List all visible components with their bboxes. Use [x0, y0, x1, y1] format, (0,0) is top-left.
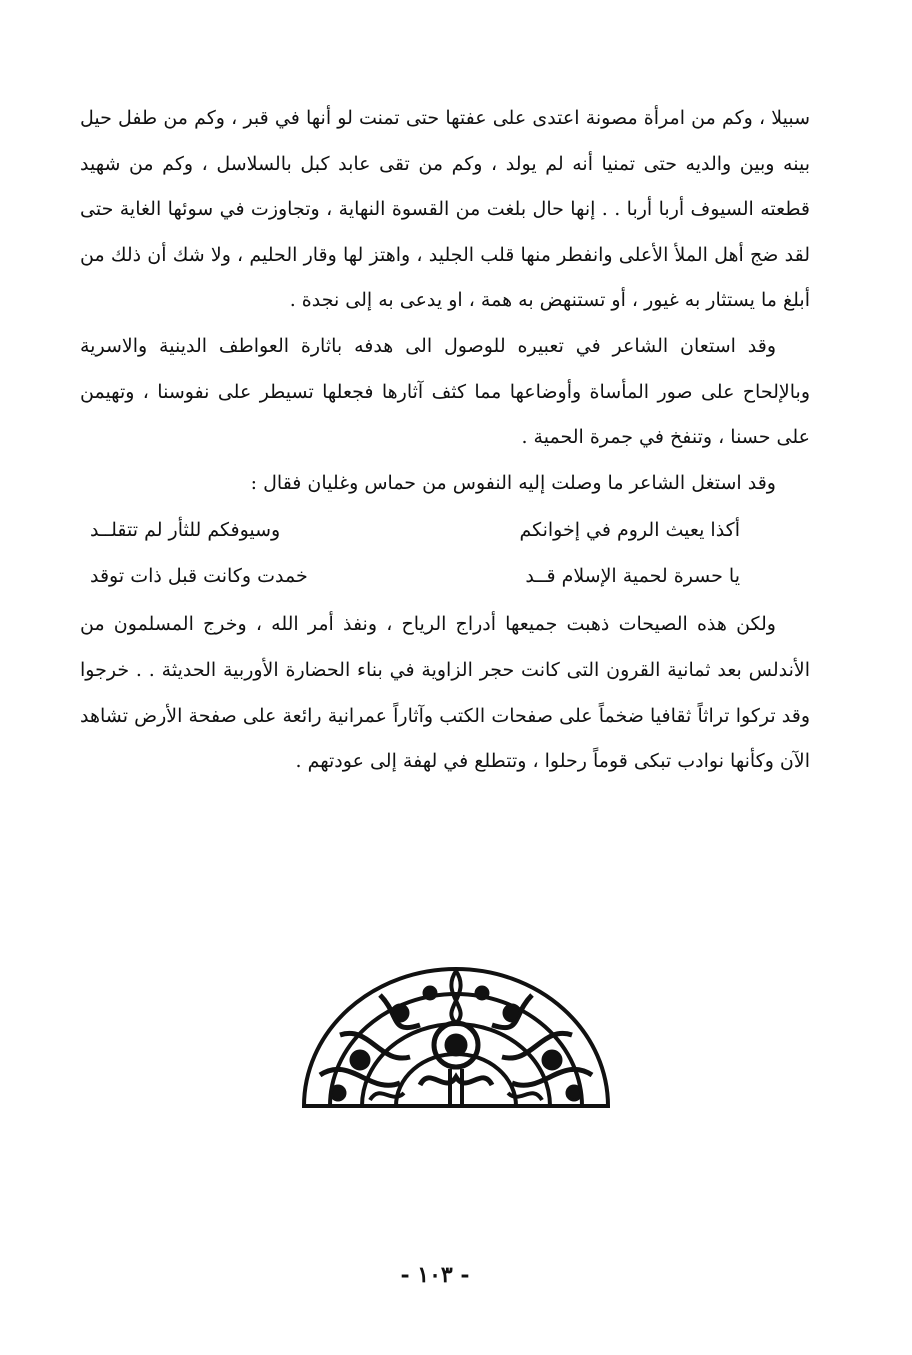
- poem-hemistich-first: أكذا يعيث الروم في إخوانكم: [519, 519, 740, 542]
- poem: [80, 506, 810, 602]
- paragraph-3: وقد استغل الشاعر ما وصلت إليه النفوس من حماس وغليان فقال :: [250, 471, 776, 494]
- poem-hemistich-first: يا حسرة لحمية الإسلام قــد: [525, 565, 740, 588]
- paragraph-1: سبيلا ، وكم من امرأة مصونة اعتدى على عفتها حتى تمنت لو أنها في قبر ، وكم من طفل حيل بينه وبين والديه حتى تمنيا أنه لم يولد ، وكم من تقى عابد كبل بالسلاسل ، وكم من شهيد قطعته السيوف أربا أربا . . إنها حال بلغت من القسوة النهاية ، وتجاوزت في سوئها الغاية حتى لقد ضج أهل الملأ الأعلى وانفطر منها قلب الجليد ، واهتز لها وقار الحليم ، ولا شك أن ذلك من أبلغ ما يستثار به غيور ، أو تستنهض به همة ، او يدعى به إلى نجدة .: [80, 107, 810, 312]
- page-number: - ١٠٣ -: [400, 1262, 470, 1288]
- paragraph-2: وقد استعان الشاعر في تعبيره للوصول الى هدفه باثارة العواطف الدينية والاسرية وبالإلحاح على صور المأساة وأوضاعها مما كثف آثارها فجعلها تسيطر على نفوسنا ، وتهيمن على حسنا ، وتنفخ في جمرة الحمية .: [80, 334, 810, 449]
- poem-hemistich-second: وسيوفكم للثأر لم تتقلــد: [90, 519, 281, 542]
- poem-hemistich-second: خمدت وكانت قبل ذات توقد: [90, 565, 308, 588]
- body-text: [80, 96, 810, 785]
- poem-verse: [80, 506, 810, 554]
- poem-verse: [80, 552, 810, 600]
- arabesque-ornament-icon: [300, 965, 612, 1108]
- paragraph-4: ولكن هذه الصيحات ذهبت جميعها أدراج الرياح ، ونفذ أمر الله ، وخرج المسلمون من الأندلس بعد ثمانية القرون التى كانت حجر الزاوية في بناء الحضارة الأوربية الحديثة . . خرجوا وقد تركوا تراثاً ثقافيا ضخماً على صفحات الكتب وآثاراً عمرانية رائعة على صفحة الأرض تشاهد الآن وكأنها نوادب تبكى قوماً رحلوا ، وتتطلع في لهفة إلى عودتهم .: [80, 613, 810, 773]
